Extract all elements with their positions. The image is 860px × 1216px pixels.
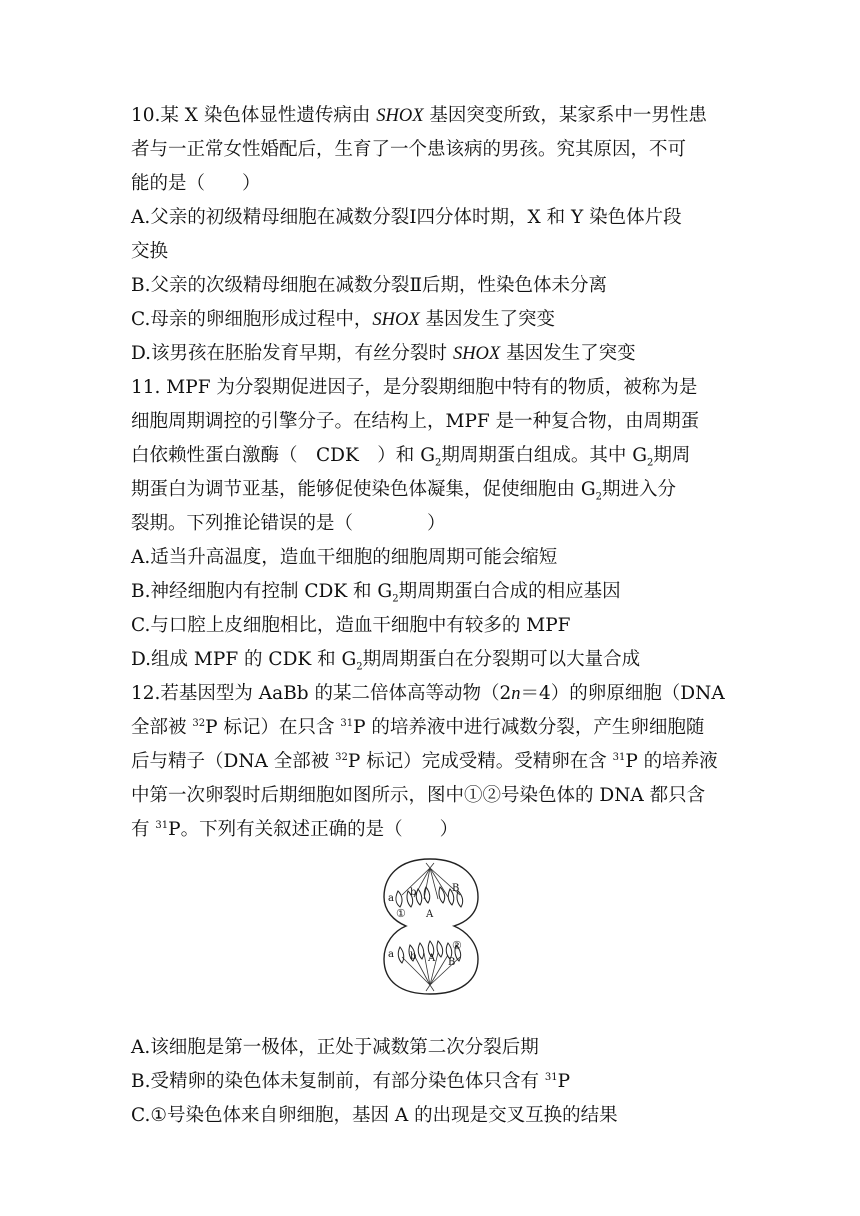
q10-stem-line1: 10.某 X 染色体显性遗传病由 SHOX 基因突变所致，某家系中一男性患 <box>131 105 707 126</box>
q10-option-b: B.父亲的次级精母细胞在减数分裂Ⅱ后期，性染色体未分离 <box>131 275 608 296</box>
cell-membrane <box>384 859 478 994</box>
q10-option-c: C.母亲的卵细胞形成过程中，SHOX 基因发生了突变 <box>131 309 556 330</box>
q12-option-c: C.①号染色体来自卵细胞，基因 A 的出现是交叉互换的结果 <box>131 1105 618 1126</box>
label-top-a: a <box>388 893 394 904</box>
q12-stem-line3: 后与精子（DNA 全部被 $^{32}$P 标记）完成受精。受精卵在含 $^{31}$P 的培养液 <box>131 751 718 772</box>
q10-stem-line2: 者与一正常女性婚配后，生育了一个患该病的男孩。究其原因，不可 <box>131 139 687 160</box>
label-circle-2: ② <box>452 939 462 952</box>
label-top-b: b <box>410 887 417 898</box>
q10-stem-line3: 能的是（ ） <box>131 173 261 194</box>
label-circle-1: ① <box>396 907 406 920</box>
q12-option-b: B.受精卵的染色体未复制前，有部分染色体只含有 $^{31}$P <box>131 1071 571 1092</box>
label-bottom-a: a <box>388 949 394 960</box>
cell-division-figure <box>380 855 480 997</box>
q11-option-d: D.组成 MPF 的 CDK 和 $G_2$期周期蛋白在分裂期可以大量合成 <box>131 649 641 673</box>
q12-stem-line4: 中第一次卵裂时后期细胞如图所示，图中①②号染色体的 DNA 都只含 <box>131 785 706 806</box>
q11-stem-line3: 白依赖性蛋白激酶（ CDK ）和 $G_2$期周期蛋白组成。其中 $G_2$期周 <box>131 445 691 469</box>
label-top-A: A <box>426 909 434 920</box>
label-bottom-b: b <box>410 951 417 962</box>
label-bottom-B: B <box>448 957 456 968</box>
q12-stem-line2: 全部被 $^{32}$P 标记）在只含 $^{31}$P 的培养液中进行减数分裂，产生卵细胞随 <box>131 717 705 738</box>
q12-stem-line5: 有 $^{31}$P。下列有关叙述正确的是（ ） <box>131 819 459 840</box>
q11-option-a: A.适当升高温度，造血干细胞的细胞周期可能会缩短 <box>131 547 558 568</box>
q11-option-b: B.神经细胞内有控制 CDK 和 $G_2$期周期蛋白合成的相应基因 <box>131 581 621 605</box>
label-bottom-A: A <box>428 953 436 964</box>
q10-option-a-line1: A.父亲的初级精母细胞在减数分裂Ⅰ四分体时期，X 和 Y 染色体片段 <box>131 207 682 228</box>
label-top-B: B <box>452 883 460 894</box>
q11-stem-line5: 裂期。下列推论错误的是（ ） <box>131 513 446 534</box>
q11-stem-line2: 细胞周期调控的引擎分子。在结构上，MPF 是一种复合物，由周期蛋 <box>131 411 700 432</box>
q11-stem-line1: 11. MPF 为分裂期促进因子，是分裂期细胞中特有的物质，被称为是 <box>131 377 698 398</box>
q11-stem-line4: 期蛋白为调节亚基，能够促使染色体凝集，促使细胞由 $G_2$期进入分 <box>131 479 677 503</box>
q12-stem-line1: 12.若基因型为 AaBb 的某二倍体高等动物（2n＝4）的卵原细胞（DNA <box>131 683 725 704</box>
q10-option-d: D.该男孩在胚胎发育早期，有丝分裂时 SHOX 基因发生了突变 <box>131 343 636 364</box>
q11-option-c: C.与口腔上皮细胞相比，造血干细胞中有较多的 MPF <box>131 615 571 636</box>
q10-option-a-line2: 交换 <box>131 241 169 262</box>
q12-option-a: A.该细胞是第一极体，正处于减数第二次分裂后期 <box>131 1037 539 1058</box>
